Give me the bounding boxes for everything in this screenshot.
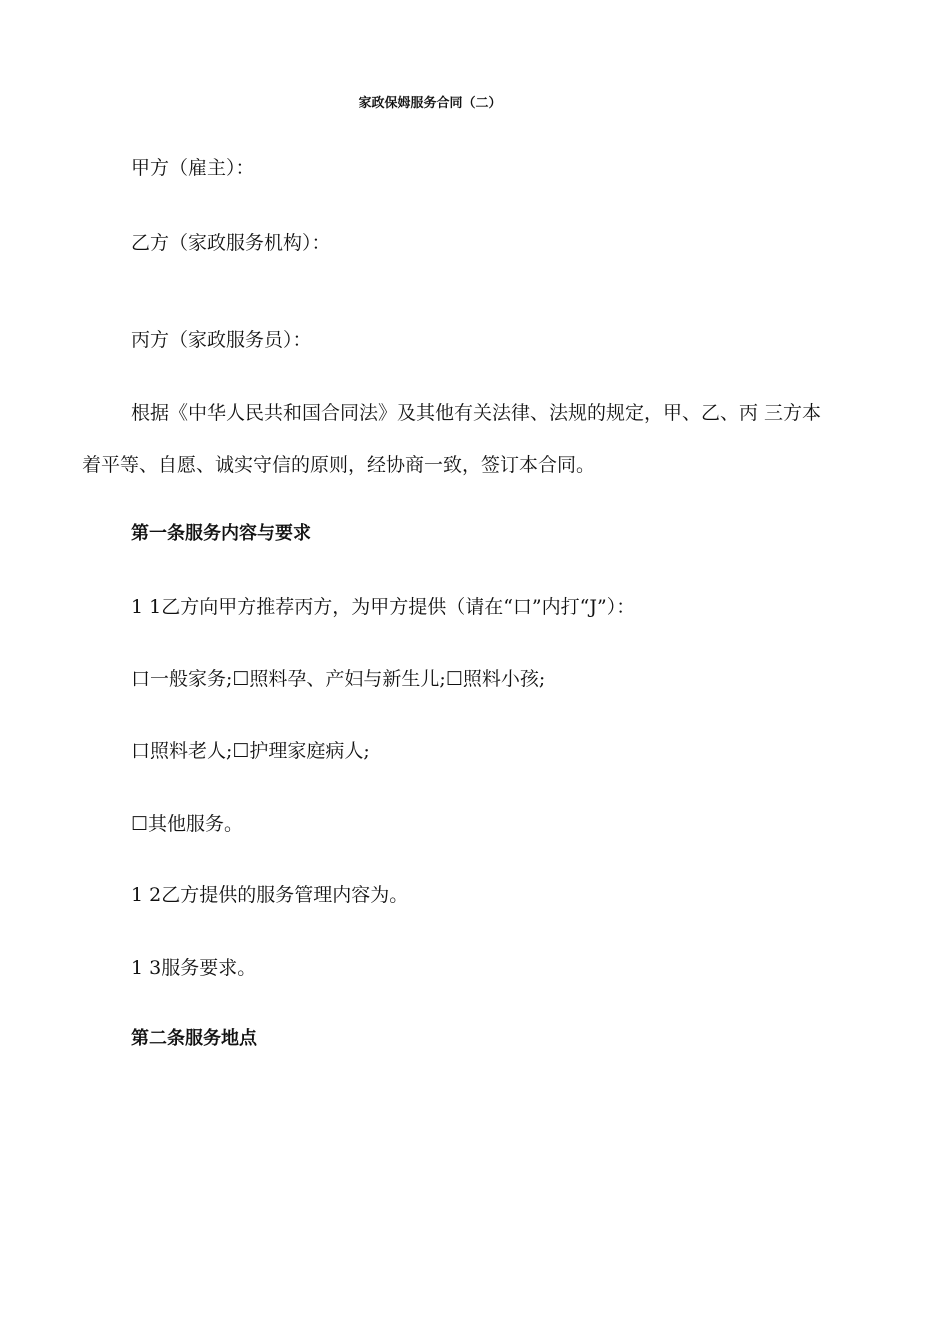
service-options-line-3: ☐其他服务。 xyxy=(131,813,244,835)
article-2-heading: 第二条服务地点 xyxy=(131,1028,257,1049)
party-b-line: 乙方（家政服务机构）： xyxy=(131,232,331,254)
article-1-heading: 第一条服务内容与要求 xyxy=(131,523,311,544)
clause-1-3: 1 3服务要求。 xyxy=(131,957,257,979)
party-a-line: 甲方（雇主）： xyxy=(131,157,255,179)
party-c-line: 丙方（家政服务员）： xyxy=(131,329,312,351)
service-options-line-1: 口一般家务;☐照料孕、产妇与新生儿;☐照料小孩; xyxy=(131,668,546,690)
document-title: 家政保姆服务合同（二） xyxy=(358,96,502,111)
preamble-line-2: 着平等、自愿、诚实守信的原则，经协商一致，签订本合同。 xyxy=(82,454,596,476)
clause-1-1: 1 1乙方向甲方推荐丙方，为甲方提供（请在“口”内打“J”）： xyxy=(131,596,636,618)
service-options-line-2: 口照料老人;☐护理家庭病人; xyxy=(131,740,370,762)
clause-1-2: 1 2乙方提供的服务管理内容为。 xyxy=(131,884,409,906)
preamble-line-1: 根据《中华人民共和国合同法》及其他有关法律、法规的规定，甲、乙、丙 三方本 xyxy=(131,402,822,424)
